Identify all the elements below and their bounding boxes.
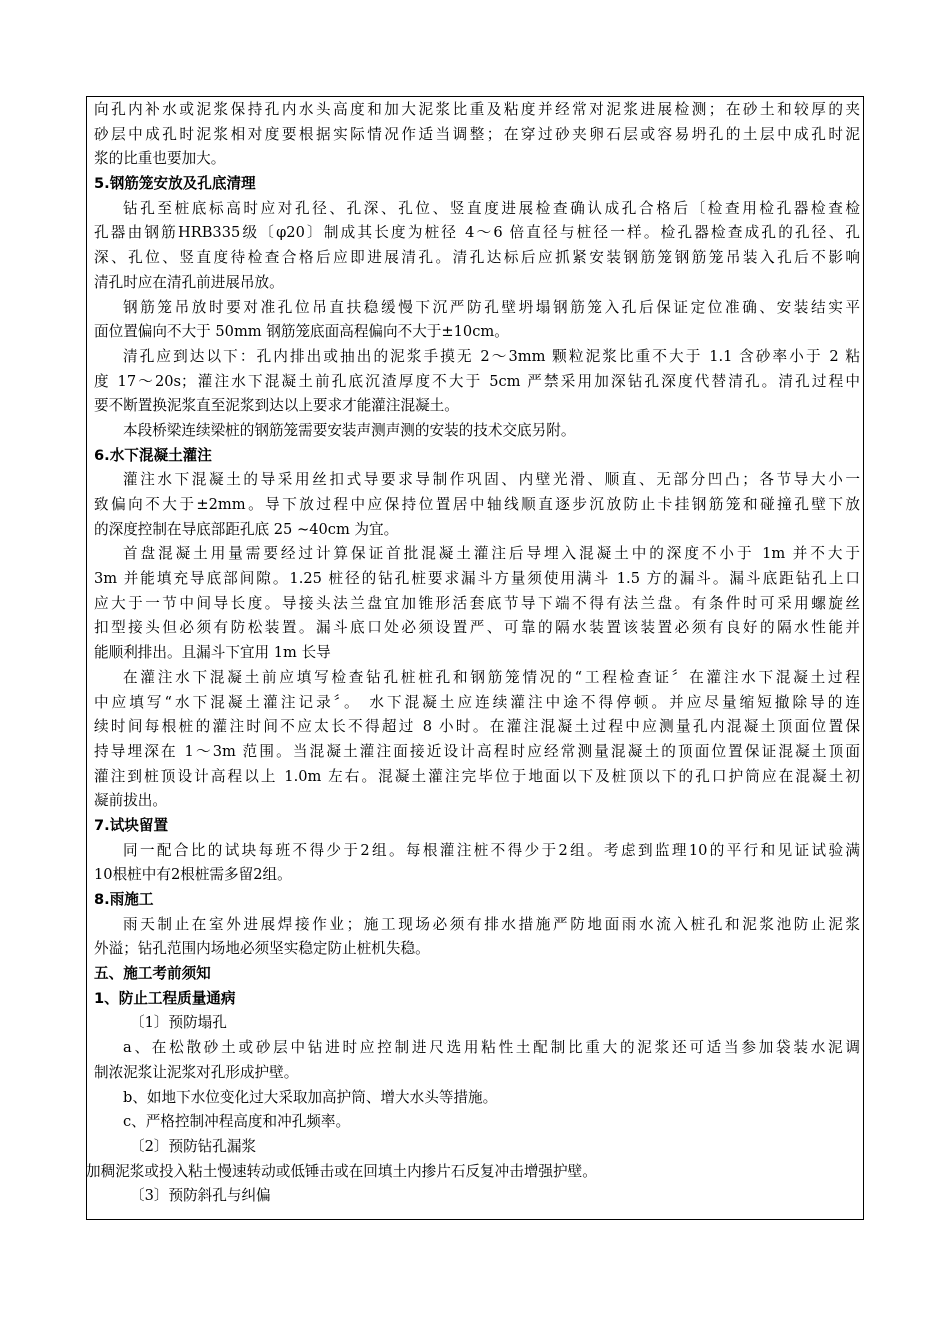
section-heading-7: 7.试块留置 (94, 816, 169, 834)
chapter-heading-five: 五、施工考前须知 (94, 965, 211, 983)
paragraph-line: 同一配合比的试块每班不得少于2组。每根灌注桩不得少于2组。考虑到监理10的平行和见证试验满 (123, 841, 860, 859)
paragraph-line: 孔器由钢筋HRB335级〔φ20〕制成其长度为桩径 4～6 倍直径与桩径一样。检孔器检查成孔的孔径、孔 (94, 224, 860, 242)
paragraph-line: 钢筋笼吊放时要对准孔位吊直扶稳缓慢下沉严防孔壁坍塌钢筋笼入孔后保证定位准确、安装结实平 (123, 298, 860, 316)
paragraph-line: 外溢；钻孔范围内场地必须坚实稳定防止桩机失稳。 (94, 940, 430, 958)
paragraph-line: 在灌注水下混凝土前应填写检查钻孔桩桩孔和钢筋笼情况的“工程检查证〞在灌注水下混凝土过程 (123, 668, 860, 686)
paragraph-line: 扣型接头但必须有防松装置。漏斗底口处必须设置严、可靠的隔水装置该装置必须有良好的隔水性能并 (94, 619, 860, 637)
paragraph-line: c、严格控制冲程高度和冲孔频率。 (123, 1113, 351, 1131)
item-heading-3: 〔3〕预防斜孔与纠偏 (130, 1187, 271, 1205)
paragraph-line: 深、孔位、竖直度待检查合格后应即进展清孔。清孔达标后应抓紧安装钢筋笼钢筋笼吊装入孔后不影响 (94, 249, 860, 267)
paragraph-line: 制浓泥浆让泥浆对孔形成护壁。 (94, 1063, 299, 1081)
paragraph-line: 应大于一节中间导长度。导接头法兰盘宜加锥形活套底节导下端不得有法兰盘。有条件时可采用螺旋丝 (94, 594, 860, 612)
paragraph-line: 砂层中成孔时泥浆相对度要根据实际情况作适当调整；在穿过砂夹卵石层或容易坍孔的土层中成孔时泥 (94, 125, 860, 143)
document-body (86, 98, 860, 1209)
item-heading-1: 〔1〕预防塌孔 (130, 1014, 227, 1032)
paragraph-line: 钻孔至桩底标高时应对孔径、孔深、孔位、竖直度进展检查确认成孔合格后〔检查用检孔器检查检 (123, 199, 860, 217)
paragraph-line: 10根桩中有2根桩需多留2组。 (94, 866, 292, 884)
paragraph-line: 浆的比重也要加大。 (94, 150, 226, 168)
paragraph-line: 加稠泥浆或投入粘土慢速转动或低锤击或在回填土内掺片石反复冲击增强护壁。 (86, 1162, 597, 1180)
paragraph-line: 灌注水下混凝土的导采用丝扣式导要求导制作巩固、内壁光滑、顺直、无部分凹凸；各节导大小一 (123, 471, 860, 489)
paragraph-line: 致偏向不大于±2mm。导下放过程中应保持位置居中轴线顺直逐步沉放防止卡挂钢筋笼和碰撞孔壁下放 (94, 496, 860, 513)
paragraph-line: 本段桥梁连续梁桩的钢筋笼需要安装声测声测的安装的技术交底另附。 (123, 421, 576, 439)
paragraph-line: 雨天制止在室外进展焊接作业；施工现场必须有排水措施严防地面雨水流入桩孔和泥浆池防止泥浆 (123, 915, 860, 933)
subheading-quality-defects: 1、防止工程质量通病 (94, 989, 236, 1007)
paragraph-line: 续时间每根桩的灌注时间不应太长不得超过 8 小时。在灌注混凝土过程中应测量孔内混凝土顶面位置保 (94, 718, 860, 736)
paragraph-line: 首盘混凝土用量需要经过计算保证首批混凝土灌注后导埋入混凝土中的深度不小于 1m 并不大于 (123, 545, 860, 563)
paragraph-line: b、如地下水位变化过大采取加高护筒、增大水头等措施。 (123, 1088, 498, 1106)
paragraph-line: 面位置偏向不大于 50mm 钢筋笼底面高程偏向不大于±10cm。 (94, 323, 509, 341)
paragraph-line: 清孔时应在清孔前进展吊放。 (94, 273, 284, 291)
paragraph-line: 灌注到桩顶设计高程以上 1.0m 左右。混凝土灌注完毕位于地面以下及桩顶以下的孔口护筒应在混凝土初 (94, 767, 860, 785)
section-heading-5: 5.钢筋笼安放及孔底清理 (94, 175, 256, 193)
paragraph-line: 能顺利排出。且漏斗下宜用 1m 长导 (94, 644, 331, 662)
paragraph-line: 凝前拔出。 (94, 792, 167, 810)
paragraph-line: 的深度控制在导底部距孔底 25 ~40cm 为宜。 (94, 520, 399, 538)
paragraph-line: 度 17～20s；灌注水下混凝土前孔底沉渣厚度不大于 5cm 严禁采用加深钻孔深度代替清孔。清孔过程中 (94, 372, 860, 390)
paragraph-line: 3m 并能填充导底部间隙。1.25 桩径的钻孔桩要求漏斗方量须使用满斗 1.5 方的漏斗。漏斗底距钻孔上口 (94, 570, 860, 588)
paragraph-line: 持导埋深在 1～3m 范围。当混凝土灌注面接近设计高程时应经常测量混凝土的顶面位置保证混凝土顶面 (94, 742, 860, 760)
paragraph-line: 中应填写“水下混凝土灌注记录〞。 水下混凝土应连续灌注中途不得停顿。并应尽量缩短撤除导的连 (94, 693, 860, 711)
paragraph-line: 要不断置换泥浆直至泥浆到达以上要求才能灌注混凝土。 (94, 397, 459, 415)
paragraph-line: 向孔内补水或泥浆保持孔内水头高度和加大泥浆比重及粘度并经常对泥浆进展检测；在砂土和较厚的夹 (94, 101, 860, 118)
item-heading-2: 〔2〕预防钻孔漏浆 (130, 1137, 257, 1155)
paragraph-line: a、在松散砂土或砂层中钻进时应控制进尺选用粘性土配制比重大的泥浆还可适当参加袋装水泥调 (123, 1039, 860, 1057)
paragraph-line: 清孔应到达以下：孔内排出或抽出的泥浆手摸无 2～3mm 颗粒泥浆比重不大于 1.1 含砂率小于 2 粘 (123, 347, 860, 365)
section-heading-6: 6.水下混凝土灌注 (94, 446, 212, 464)
section-heading-8: 8.雨施工 (94, 891, 154, 908)
